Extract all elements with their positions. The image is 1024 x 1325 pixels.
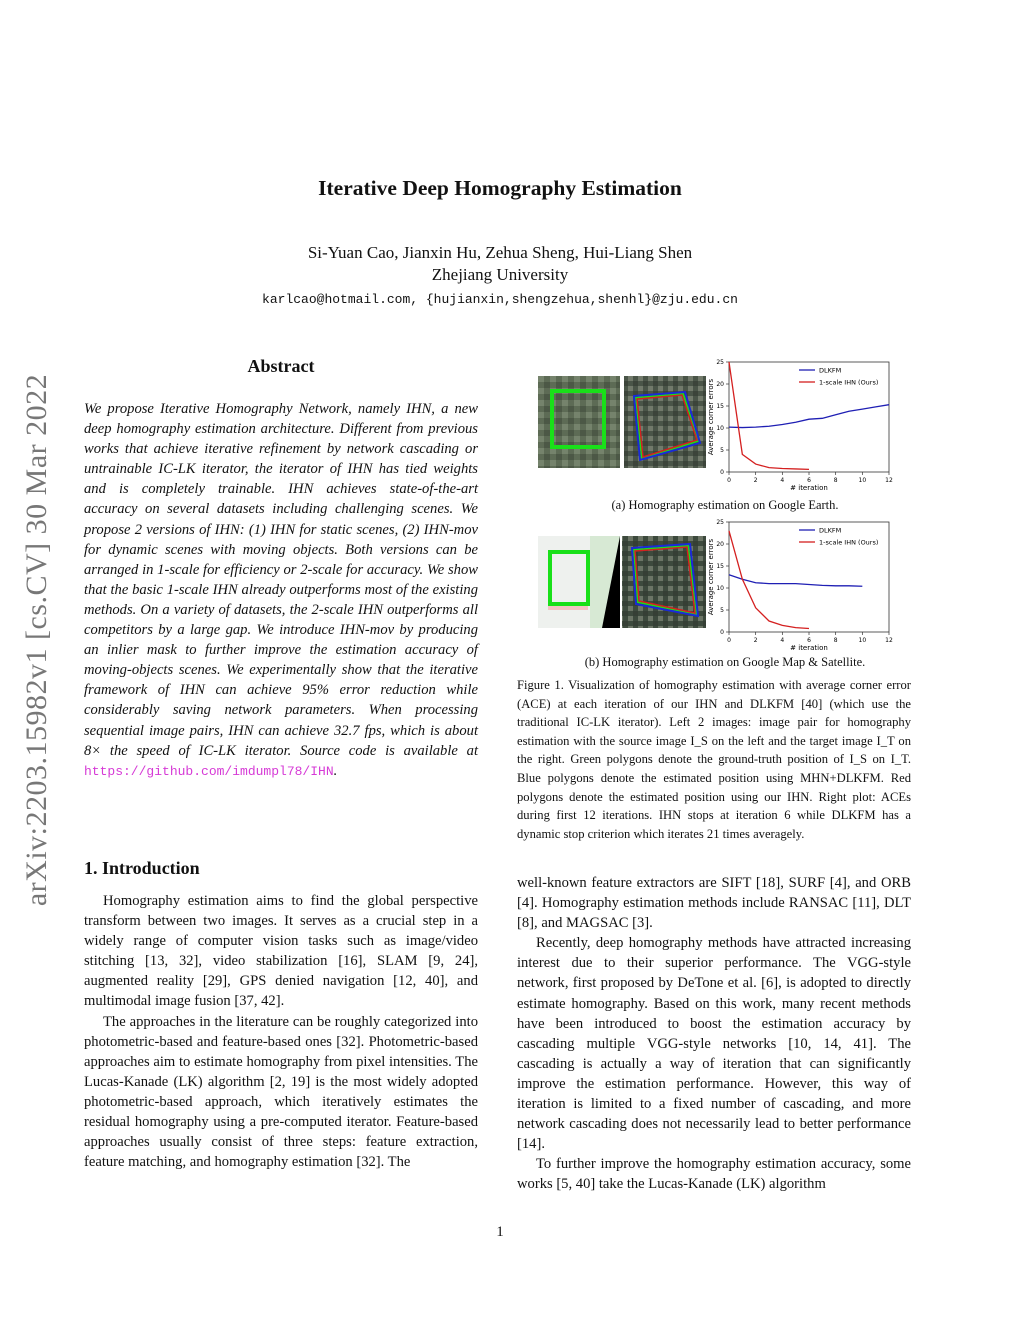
abstract-text: We propose Iterative Homography Network, namely IHN, a new deep homography estimation architecture. Different from previous works that achieve iterative refinement by network cascading or untrainable IC-LK iterator, the iterator of IHN has tied weights and is completely trainable. IHN achieves state-of-the-art accuracy on several datasets including challenging scenes. We propose 2 versions of IHN: (1) IHN for static scenes, (2) IHN-mov for dynamic scenes with moving objects. Both versions can be arranged in 1-scale for efficiency or 2-scale for accuracy. We show that the basic 1-scale IHN already outperforms most of the existing methods. On a variety of datasets, the 2-scale IHN outperforms all competitors by a large gap. We introduce IHN-mov by producing an inlier mask to further improve the estimation accuracy of moving-objects scenes. We experimentally show that the iterative framework of IHN can achieve 95% error reduction while considerably saving network parameters. When processing sequential image pairs, IHN can achieve 32.7 fps, which is about 8× the speed of IC-LK iterator. Source code is available at (84, 401, 478, 759)
x-tick-label: 2 (753, 637, 758, 644)
right-paragraph-3: To further improve the homography estimation accuracy, some works [5, 40] take the Lucas-Kanade (LK) algorithm (517, 1156, 911, 1193)
series-line-ihn (729, 531, 809, 629)
figure-caption: Figure 1. Visualization of homography estimation with average corner error (ACE) at each iteration of our IHN and DLKFM [40] (which use the traditional IC-LK iterator). Left 2 images: image pair for homography estimation with the source image I_S on the left and the target image I_T on the right. Green polygons denote the ground-truth position of I_S on I_T. Blue polygons denote the estimated position using MHN+DLKFM. Red polygons denote the estimated position using our IHN. Right plot: ACEs during first 12 iterations. IHN stops at iteration 6 while DLKFM has a dynamic stop criterion which iterates 21 times averagely. (517, 678, 911, 841)
abstract-body: We propose Iterative Homography Network, namely IHN, a new deep homography estimation architecture. Different from previous works that achieve iterative refinement by network cascading or untrainable IC-LK iterator, the iterator of IHN has tied weights and is completely trainable. IHN achieves state-of-the-art accuracy on several datasets including challenging scenes. We propose 2 versions of IHN: (1) IHN for static scenes, (2) IHN-mov for dynamic scenes with moving objects. Both versions can be arranged in 1-scale for efficiency or 2-scale for accuracy. We show that the basic 1-scale IHN already outperforms most of the existing methods. On a variety of datasets, the 2-scale IHN outperforms all competitors by a large gap. We introduce IHN-mov by producing an inlier mask to further improve the estimation accuracy of moving-objects scenes. We experimentally show that the iterative framework of IHN can achieve 95% error reduction while considerably saving network parameters. When processing sequential image pairs, IHN can achieve 32.7 fps, which is about 8× the speed of IC-LK iterator. Source code is available at https://github.com/imdumpl78/IHN. (84, 401, 478, 779)
x-tick-label: 8 (833, 637, 838, 644)
figure-1 (535, 356, 915, 674)
code-url-link[interactable]: https://github.com/imdumpl78/IHN (84, 763, 334, 779)
emails: karlcao@hotmail.com, {hujianxin,shengzehua,shenhl}@zju.edu.cn (262, 292, 738, 307)
legend-label: 1-scale IHN (Ours) (819, 538, 879, 547)
x-tick-label: 4 (780, 477, 785, 484)
y-tick-label: 15 (716, 403, 724, 410)
intro-body (84, 891, 478, 1172)
paper-title: Iterative Deep Homography Estimation (318, 176, 682, 200)
y-tick-label: 5 (720, 447, 724, 454)
y-tick-label: 10 (716, 425, 724, 432)
x-tick-label: 6 (807, 477, 811, 484)
x-axis-label: # iteration (790, 484, 828, 492)
subcaption-a: (a) Homography estimation on Google Earth. (611, 498, 839, 512)
intro-paragraph-1: Homography estimation aims to find the global perspective transform between two images. It serves as a crucial step in a widely range of computer vision tasks such as image/video stitching [13, 32], video stabilization [16], SLAM [9, 24], augmented reality [29], GPS denied navigation [12, 40], and multimodal image fusion [37, 42]. (84, 893, 478, 1010)
author-block (0, 242, 1000, 286)
y-tick-label: 20 (716, 381, 724, 388)
y-tick-label: 25 (716, 519, 724, 526)
x-tick-label: 12 (885, 637, 893, 644)
y-tick-label: 15 (716, 563, 724, 570)
legend-label: 1-scale IHN (Ours) (819, 378, 879, 387)
authors: Si-Yuan Cao, Jianxin Hu, Zehua Sheng, Hui-Liang Shen (307, 243, 693, 262)
series-line-dlkfm (729, 405, 889, 428)
y-tick-label: 25 (716, 359, 724, 366)
x-tick-label: 0 (727, 637, 731, 644)
image-pair-google-map-satellite (538, 536, 706, 628)
image-pair-google-earth (538, 376, 706, 468)
y-tick-label: 5 (720, 607, 724, 614)
abstract-heading: Abstract (247, 356, 315, 376)
x-tick-label: 8 (833, 477, 838, 484)
x-tick-label: 12 (885, 477, 893, 484)
ace-chart-google-earth (707, 356, 907, 494)
right-column-body (517, 873, 911, 1195)
y-tick-label: 0 (720, 469, 724, 476)
y-tick-label: 20 (716, 541, 724, 548)
x-tick-label: 10 (858, 477, 867, 484)
x-tick-label: 0 (727, 477, 731, 484)
series-line-ihn (729, 362, 809, 469)
y-axis-label: Average corner errors (707, 378, 715, 456)
intro-paragraph-2: The approaches in the literature can be roughly categorized into photometric-based and feature-based ones [32]. Photometric-based approaches aim to estimate homography from pixel intensities. The Lucas-Kanade (LK) algorithm [2, 19] is the most widely adopted photometric-based approach, which iteratively estimates the residual homography using a pre-computed iterator. Feature-based approaches usually consist of three steps: feature extraction, feature matching, and homography estimation [32]. The (84, 1013, 478, 1171)
y-tick-label: 0 (720, 629, 724, 636)
intro-heading: 1. Introduction (84, 858, 200, 878)
x-tick-label: 2 (753, 477, 758, 484)
arxiv-identifier: arXiv:2203.15982v1 [cs.CV] 30 Mar 2022 (20, 373, 53, 907)
x-tick-label: 10 (858, 637, 867, 644)
legend-label: DLKFM (819, 526, 842, 535)
y-axis-label: Average corner errors (707, 538, 715, 616)
x-tick-label: 6 (807, 637, 811, 644)
x-tick-label: 4 (780, 637, 785, 644)
page-number: 1 (496, 1224, 504, 1240)
ace-chart-google-map (707, 516, 907, 654)
subcaption-b: (b) Homography estimation on Google Map & Satellite. (584, 655, 866, 669)
legend-label: DLKFM (819, 366, 842, 375)
series-line-dlkfm (729, 575, 862, 586)
right-paragraph-1: well-known feature extractors are SIFT [18], SURF [4], and ORB [4]. Homography estimation methods include RANSAC [11], DLT [8], and MAGSAC [3]. (517, 875, 911, 932)
affiliation: Zhejiang University (431, 265, 569, 284)
x-axis-label: # iteration (790, 644, 828, 652)
y-tick-label: 10 (716, 585, 724, 592)
right-paragraph-2: Recently, deep homography methods have attracted increasing interest due to their superior performance. The VGG-style network, first proposed by DeTone et al. [6], is adopted to directly estimate homography. Based on this work, many recent methods have been introduced to boost the estimation accuracy by cascading multiple VGG-style networks [10, 14, 41]. The cascading is actually a way of iteration that can significantly improve the estimation performance. However, this way of iteration is limited to a fixed number of cascading, and more network cascading does not necessarily lead to better performance [14]. (517, 935, 911, 1153)
